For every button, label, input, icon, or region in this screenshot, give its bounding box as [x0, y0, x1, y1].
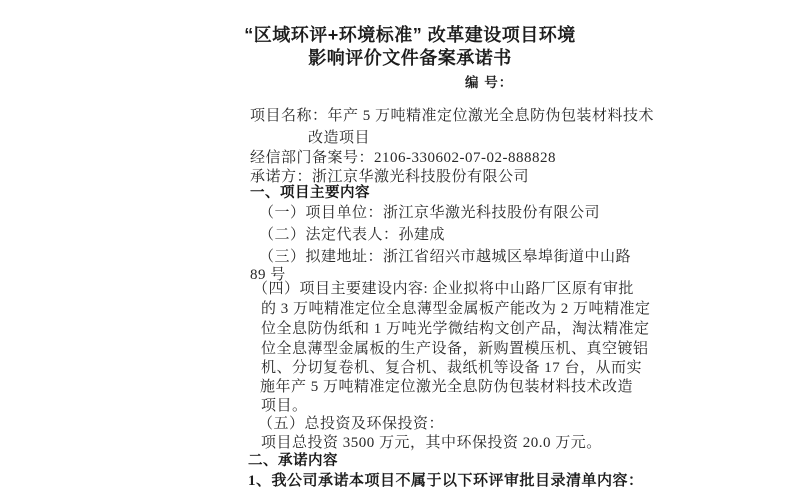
document-title-line1: “区域环评+环境标准” 改革建设项目环境 — [244, 25, 576, 45]
section-two-heading: 二、承诺内容 — [248, 453, 338, 469]
document-title-line2: 影响评价文件备案承诺书 — [308, 47, 512, 68]
filing-number-line: 经信部门备案号：2106-330602-07-02-888828 — [250, 150, 556, 166]
project-name-continued: 改造项目 — [308, 130, 371, 146]
commitment-item-one: 1、我公司承诺本项目不属于以下环评审批目录清单内容： — [248, 473, 644, 489]
construction-paragraph-line-5: 机、分切复卷机、复合机、裁纸机等设备 17 台，从而实 — [261, 360, 643, 376]
construction-paragraph-line-2: 的 3 万吨精准定位全息薄型金属板产能改为 2 万吨精准定 — [261, 301, 651, 317]
item-four-construction-content: （四）项目主要建设内容: 企业拟将中山路厂区原有审批 — [253, 281, 634, 297]
project-name-line: 项目名称：年产 5 万吨精准定位激光全息防伪包装材料技术 — [250, 108, 655, 124]
construction-paragraph-line-6: 施年产 5 万吨精准定位激光全息防伪包装材料技术改造 — [260, 379, 634, 395]
item-two-legal-representative: （二）法定代表人：孙建成 — [259, 227, 446, 243]
serial-number-label: 编 号： — [465, 75, 514, 90]
investment-detail-line: 项目总投资 3500 万元，其中环保投资 20.0 万元。 — [261, 435, 602, 451]
item-one-project-unit: （一）项目单位：浙江京华激光科技股份有限公司 — [259, 205, 601, 221]
item-five-investment: （五）总投资及环保投资： — [258, 416, 445, 432]
promisor-line: 承诺方：浙江京华激光科技股份有限公司 — [250, 169, 530, 185]
document-title — [160, 24, 660, 69]
construction-paragraph-line-3: 位全息防伪纸和 1 万吨光学微结构文创产品，淘汰精准定 — [261, 321, 650, 337]
section-one-heading: 一、项目主要内容 — [250, 185, 370, 201]
address-continued: 89 号 — [250, 267, 286, 283]
item-three-address: （三）拟建地址：浙江省绍兴市越城区皋埠街道中山路 — [259, 249, 632, 265]
construction-paragraph-line-7: 项目。 — [261, 398, 308, 414]
construction-paragraph-line-4: 位全息薄型金属板的生产设备，新购置模压机、真空镀铝 — [261, 341, 649, 357]
